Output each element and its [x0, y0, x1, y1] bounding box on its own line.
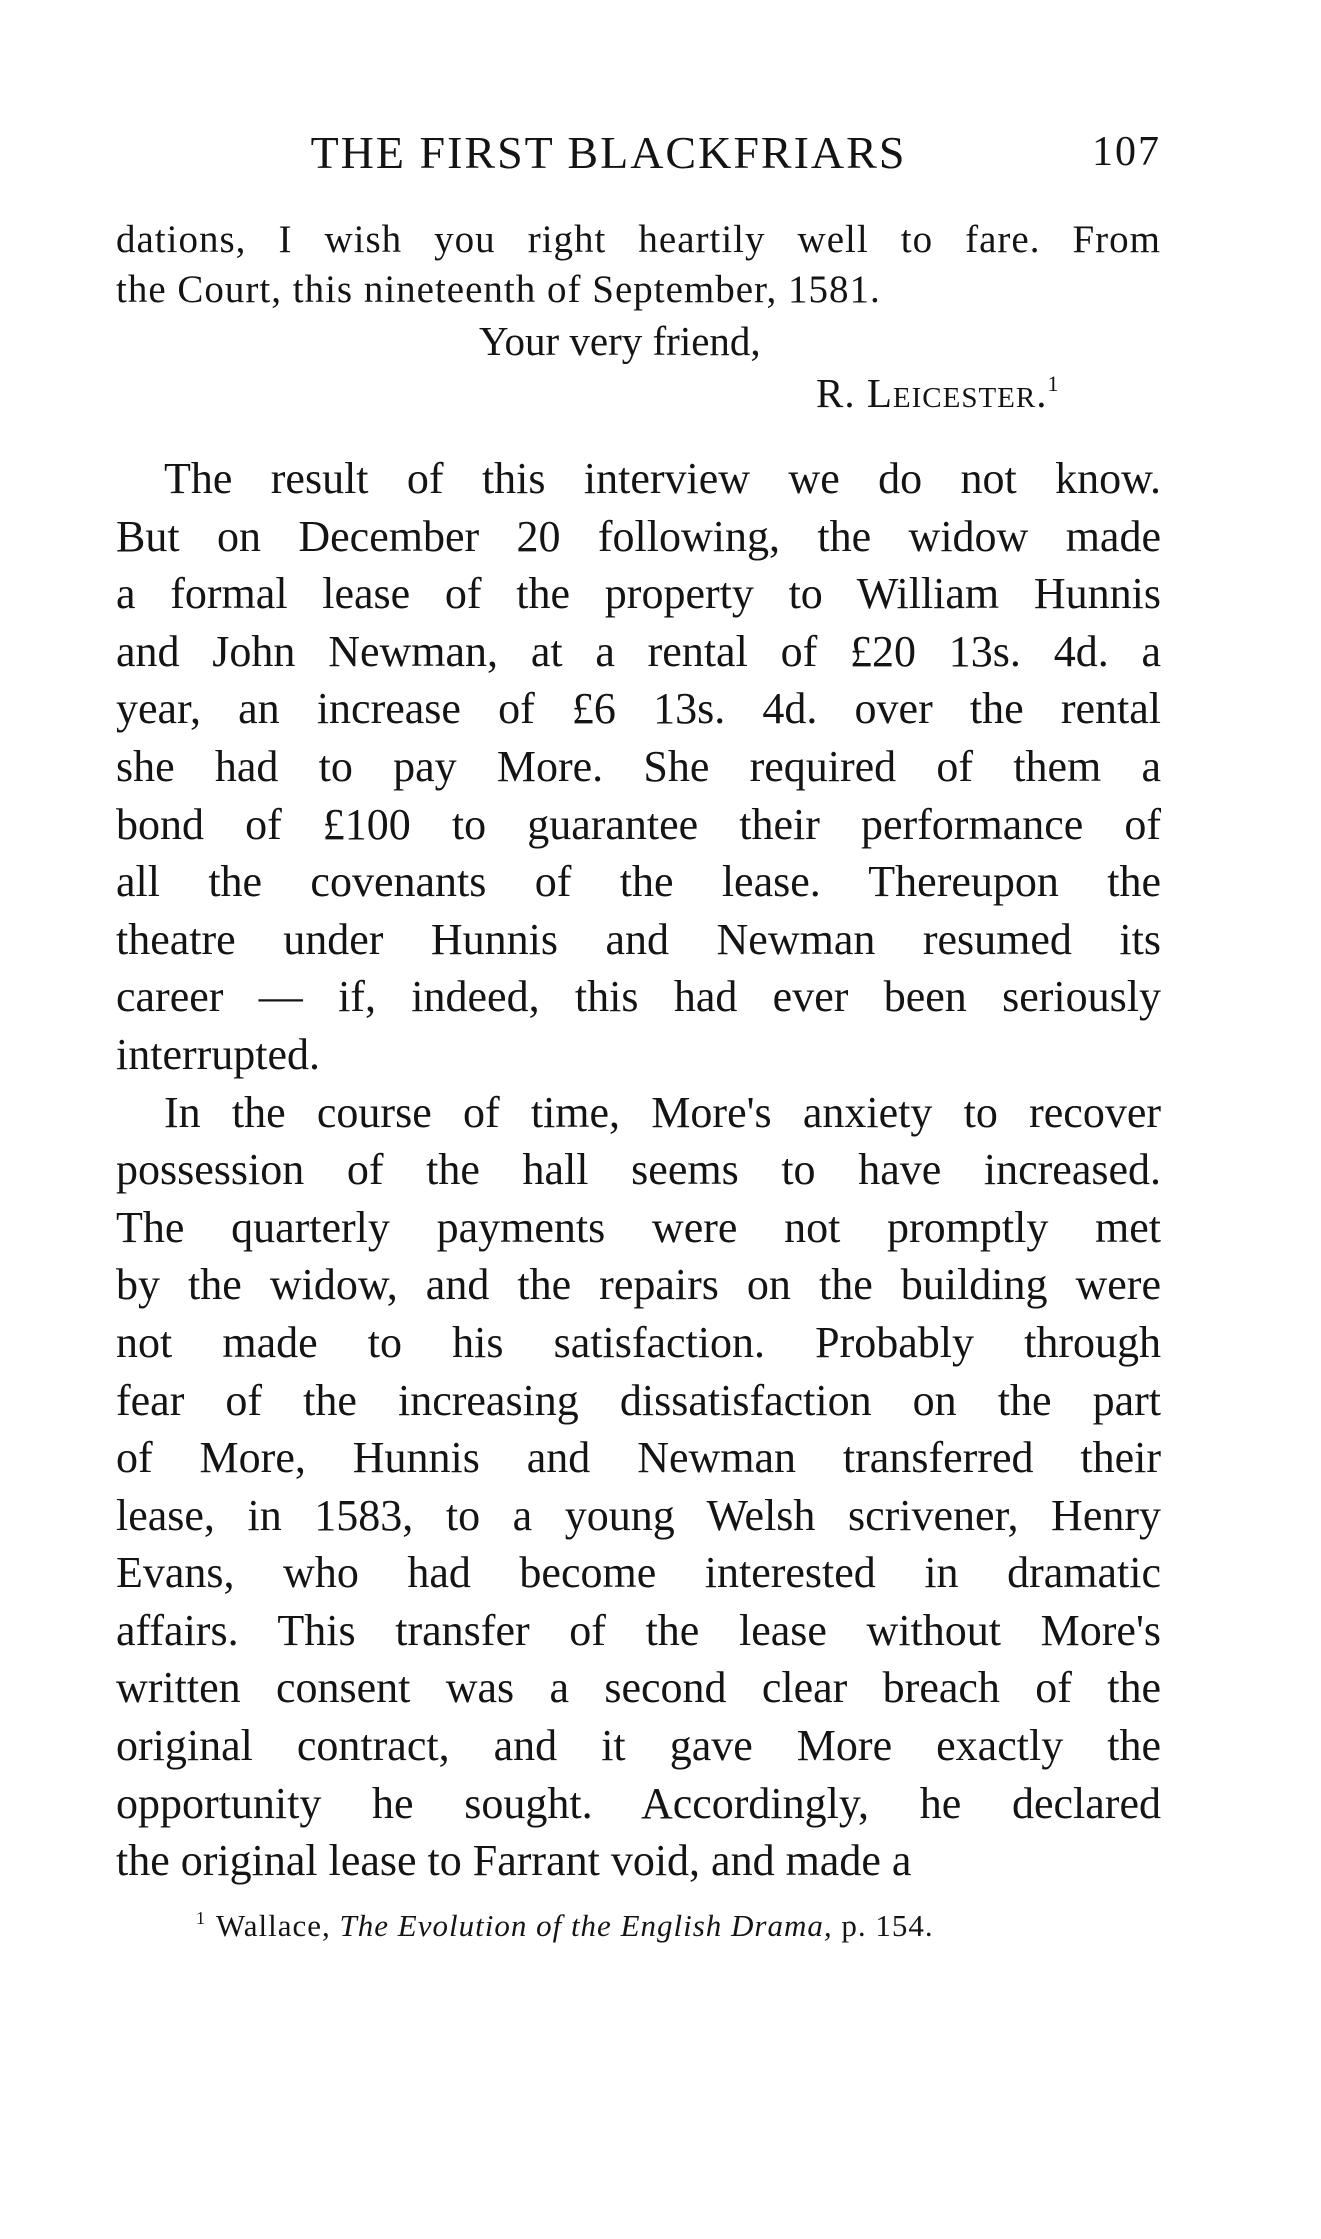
letter-closing-lines — [116, 215, 1161, 315]
text-line: not made to his satisfaction. Probably through — [116, 1317, 1161, 1367]
text-line: all the covenants of the lease. Thereupon the — [116, 857, 1161, 907]
text-line: affairs. This transfer of the lease without More's — [116, 1605, 1161, 1655]
paragraph — [116, 1084, 1161, 1890]
text-line: a formal lease of the property to William Hunnis — [116, 569, 1161, 619]
text-line: by the widow, and the repairs on the building were — [116, 1260, 1161, 1310]
footnote-marker: 1 — [1047, 371, 1060, 396]
text-line: career — if, indeed, this had ever been seriously — [116, 972, 1161, 1022]
letter-salutation: Your very friend, — [479, 318, 761, 364]
text-line: opportunity he sought. Accordingly, he declared — [116, 1778, 1161, 1828]
letter-closing — [116, 315, 1161, 419]
footnote-author: Wallace, — [216, 1908, 331, 1943]
text-line: the original lease to Farrant void, and made a — [116, 1836, 912, 1886]
page-number: 107 — [1092, 129, 1161, 175]
text-line: of More, Hunnis and Newman transferred their — [116, 1433, 1161, 1483]
text-line: lease, in 1583, to a young Welsh scrivener, Henry — [116, 1490, 1161, 1540]
paragraph — [116, 450, 1161, 1084]
body-text — [116, 450, 1161, 1890]
text-line: interrupted. — [116, 1029, 321, 1079]
text-line: and John Newman, at a rental of £20 13s. 4d. a — [116, 626, 1161, 676]
text-line: But on December 20 following, the widow made — [116, 511, 1161, 561]
text-line: possession of the hall seems to have increased. — [116, 1145, 1161, 1195]
running-title: THE FIRST BLACKFRIARS — [310, 127, 907, 178]
text-line: theatre under Hunnis and Newman resumed its — [116, 914, 1161, 964]
footnote-title: The Evolution of the English Drama, — [339, 1908, 833, 1943]
letter-line: the Court, this nineteenth of September, 1581. — [116, 268, 881, 311]
footnote — [196, 1906, 1161, 1946]
footnote-marker: 1 — [196, 1908, 206, 1928]
signature-name: R. Leicester. — [816, 370, 1048, 416]
text-line: Evans, who had become interested in dramatic — [116, 1548, 1161, 1598]
text-line: original contract, and it gave More exactly the — [116, 1721, 1161, 1771]
text-line: The result of this interview we do not know. — [164, 454, 1161, 503]
text-line: fear of the increasing dissatisfaction on the part — [116, 1375, 1161, 1425]
letter-line: dations, I wish you right heartily well to fare. From — [116, 218, 1161, 261]
text-line: year, an increase of £6 13s. 4d. over the rental — [116, 684, 1161, 734]
text-line: In the course of time, More's anxiety to recover — [164, 1087, 1161, 1137]
text-line: written consent was a second clear breach of the — [116, 1663, 1161, 1713]
text-line: she had to pay More. She required of them a — [116, 741, 1161, 791]
running-head — [116, 120, 1161, 190]
footnote-page: p. 154. — [841, 1908, 934, 1943]
text-line: The quarterly payments were not promptly met — [116, 1202, 1161, 1252]
text-line: bond of £100 to guarantee their performance of — [116, 799, 1161, 849]
letter-signature — [116, 367, 1161, 419]
